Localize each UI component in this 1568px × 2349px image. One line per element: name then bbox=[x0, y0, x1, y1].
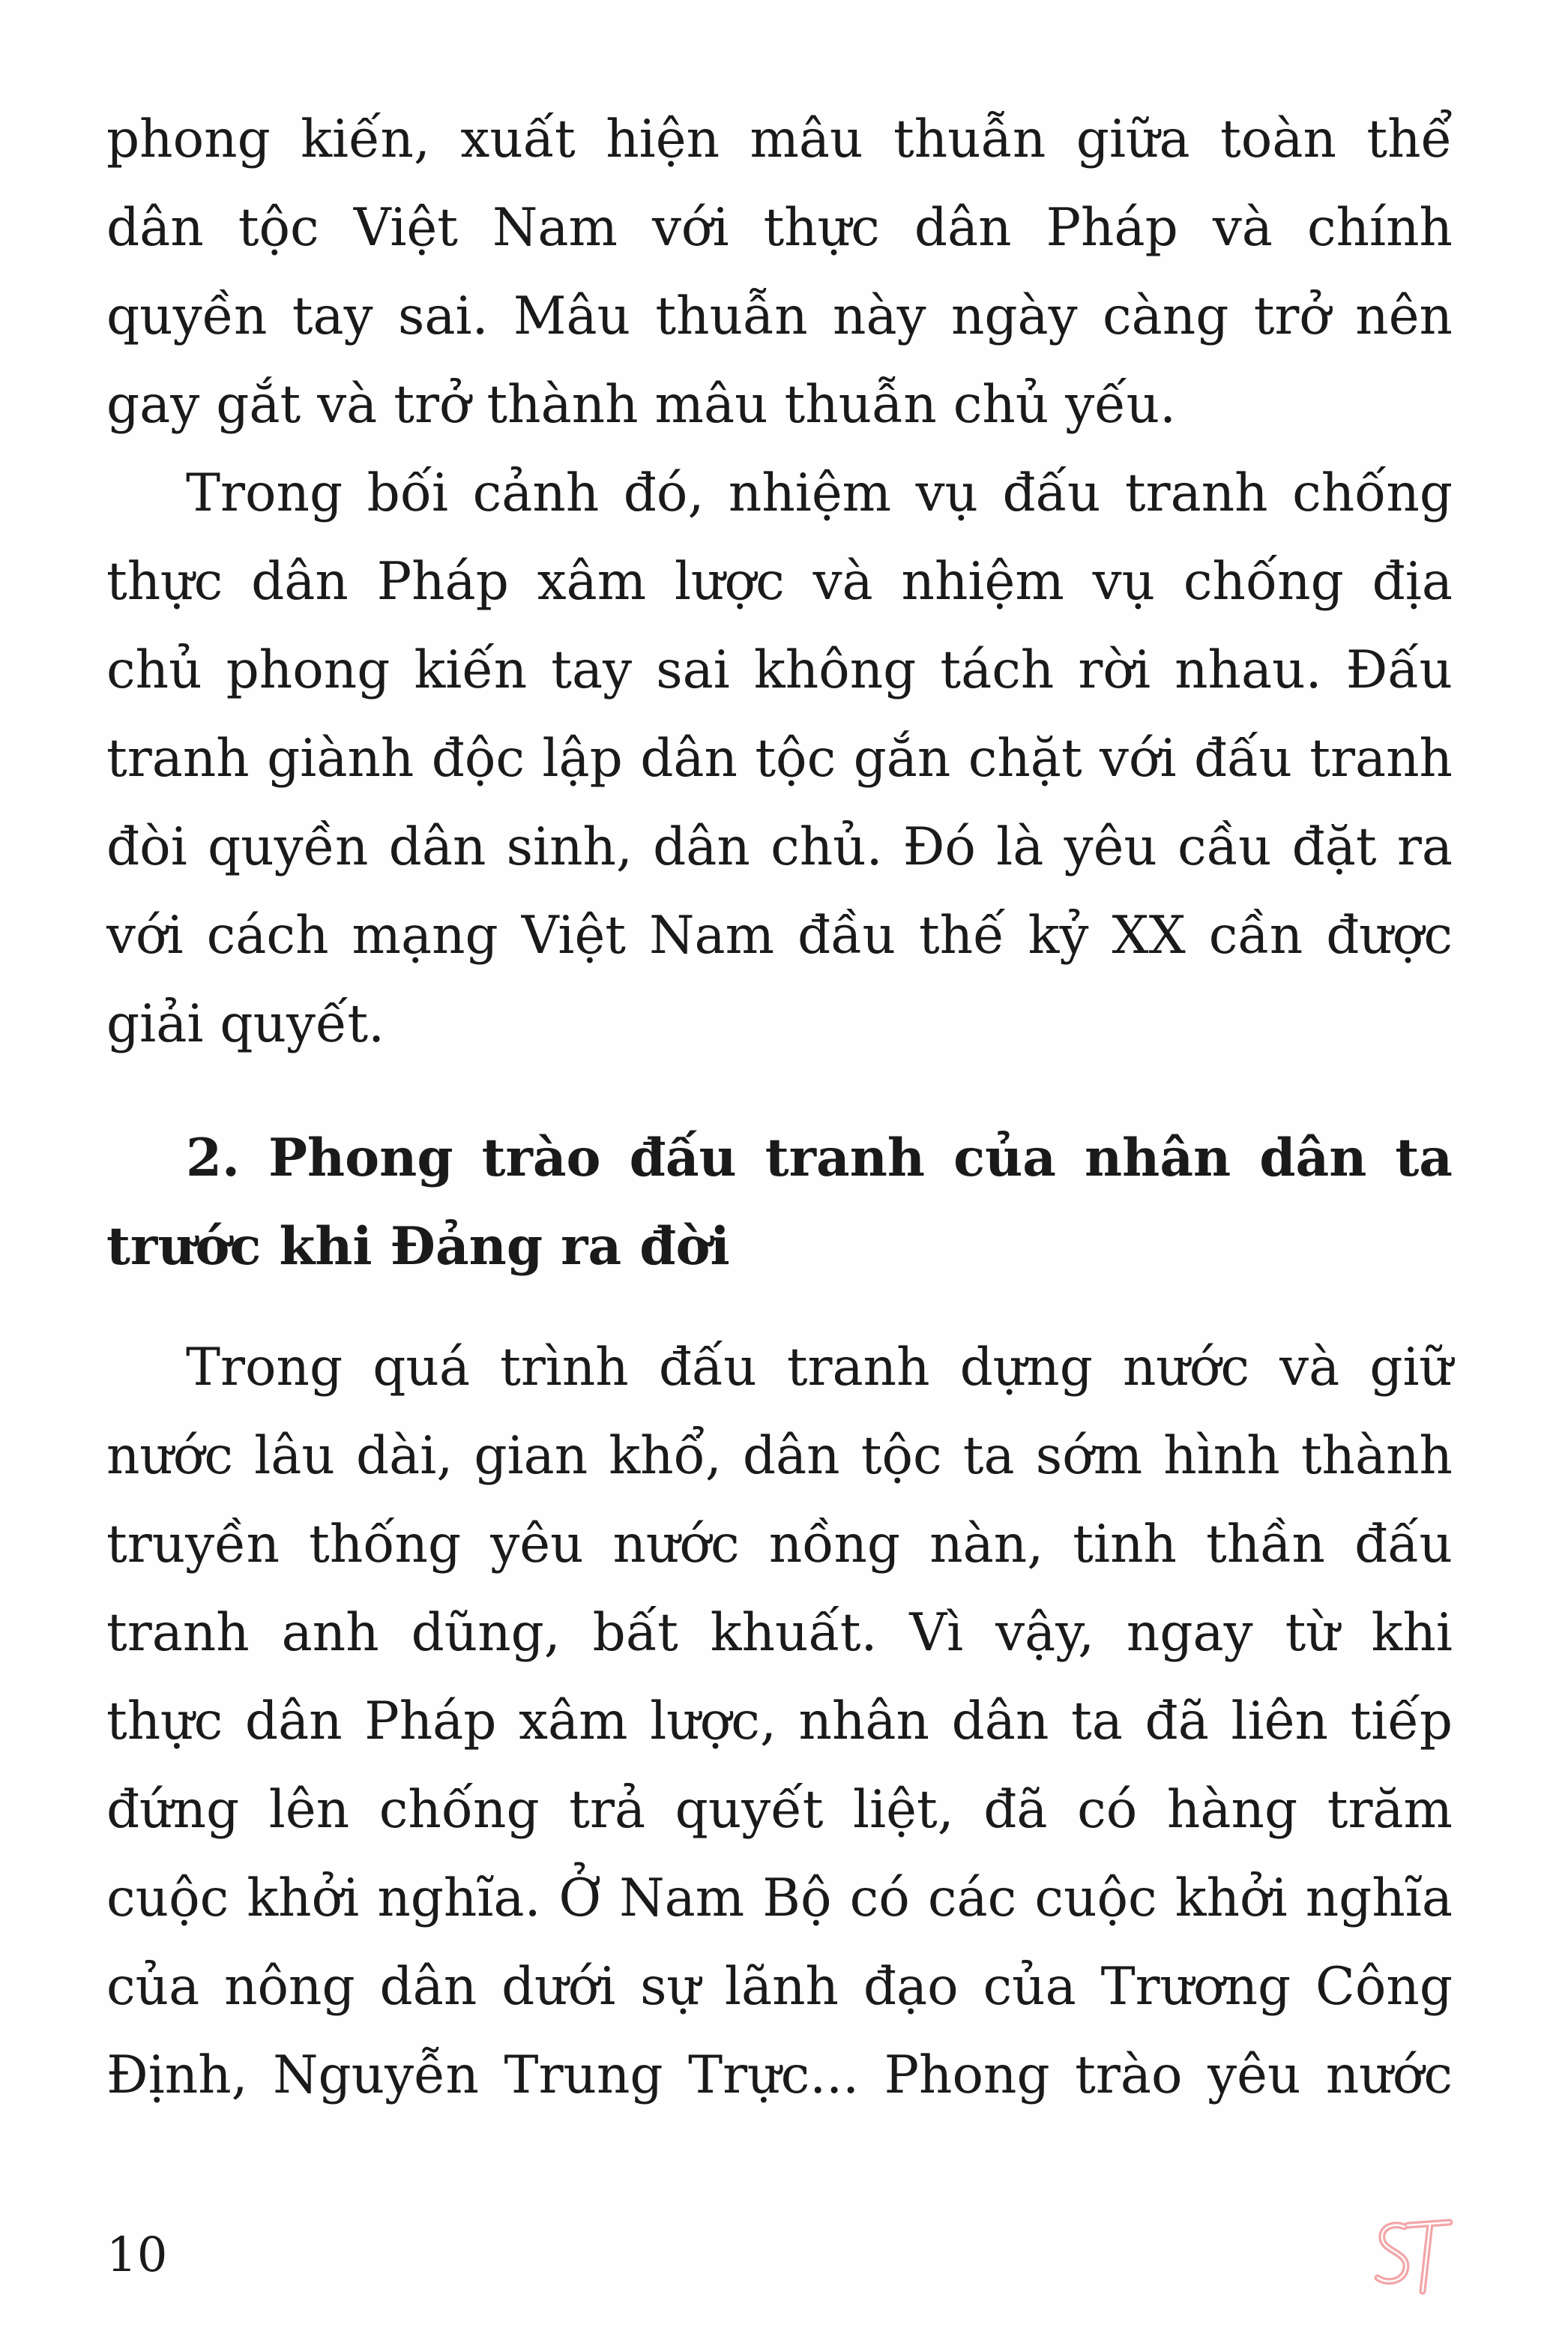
body-text-line: dân tộc Việt Nam với thực dân Pháp và chính bbox=[106, 198, 1453, 258]
body-text-line: đứng lên chống trả quyết liệt, đã có hàng trăm bbox=[106, 1780, 1453, 1840]
section-heading: trước khi Đảng ra đời bbox=[106, 1216, 730, 1277]
body-text-line: quyền tay sai. Mâu thuẫn này ngày càng trở nên bbox=[106, 286, 1453, 346]
body-text-line: với cách mạng Việt Nam đầu thế kỷ XX cần được bbox=[106, 906, 1453, 966]
body-text-line: của nông dân dưới sự lãnh đạo của Trương Công bbox=[106, 1957, 1453, 2017]
body-text-line: Trong quá trình đấu tranh dựng nước và giữ bbox=[186, 1338, 1453, 1398]
publisher-logo-icon bbox=[1372, 2212, 1456, 2300]
body-text-line: phong kiến, xuất hiện mâu thuẫn giữa toàn thể bbox=[106, 109, 1453, 169]
body-text-line: cuộc khởi nghĩa. Ở Nam Bộ có các cuộc khởi nghĩa bbox=[106, 1868, 1453, 1928]
body-text-line: giải quyết. bbox=[106, 994, 385, 1054]
body-text-line: gay gắt và trở thành mâu thuẫn chủ yếu. bbox=[106, 375, 1176, 435]
body-text-line: Trong bối cảnh đó, nhiệm vụ đấu tranh chống bbox=[186, 463, 1453, 523]
body-text-line: nước lâu dài, gian khổ, dân tộc ta sớm hình thành bbox=[106, 1426, 1453, 1486]
body-text-line: tranh giành độc lập dân tộc gắn chặt với đấu tranh bbox=[106, 729, 1453, 789]
body-text-line: đòi quyền dân sinh, dân chủ. Đó là yêu cầu đặt ra bbox=[106, 817, 1453, 877]
body-text-line: tranh anh dũng, bất khuất. Vì vậy, ngay từ khi bbox=[106, 1603, 1453, 1663]
body-text-line: chủ phong kiến tay sai không tách rời nhau. Đấu bbox=[106, 640, 1453, 700]
body-text-line: thực dân Pháp xâm lược và nhiệm vụ chống địa bbox=[106, 552, 1453, 612]
section-heading: 2. Phong trào đấu tranh của nhân dân ta bbox=[186, 1128, 1453, 1188]
body-text-line: thực dân Pháp xâm lược, nhân dân ta đã liên tiếp bbox=[106, 1691, 1453, 1751]
body-text-line: Định, Nguyễn Trung Trực... Phong trào yêu nước bbox=[106, 2045, 1453, 2105]
body-text-line: truyền thống yêu nước nồng nàn, tinh thần đấu bbox=[106, 1515, 1453, 1574]
page-number: 10 bbox=[106, 2228, 168, 2283]
